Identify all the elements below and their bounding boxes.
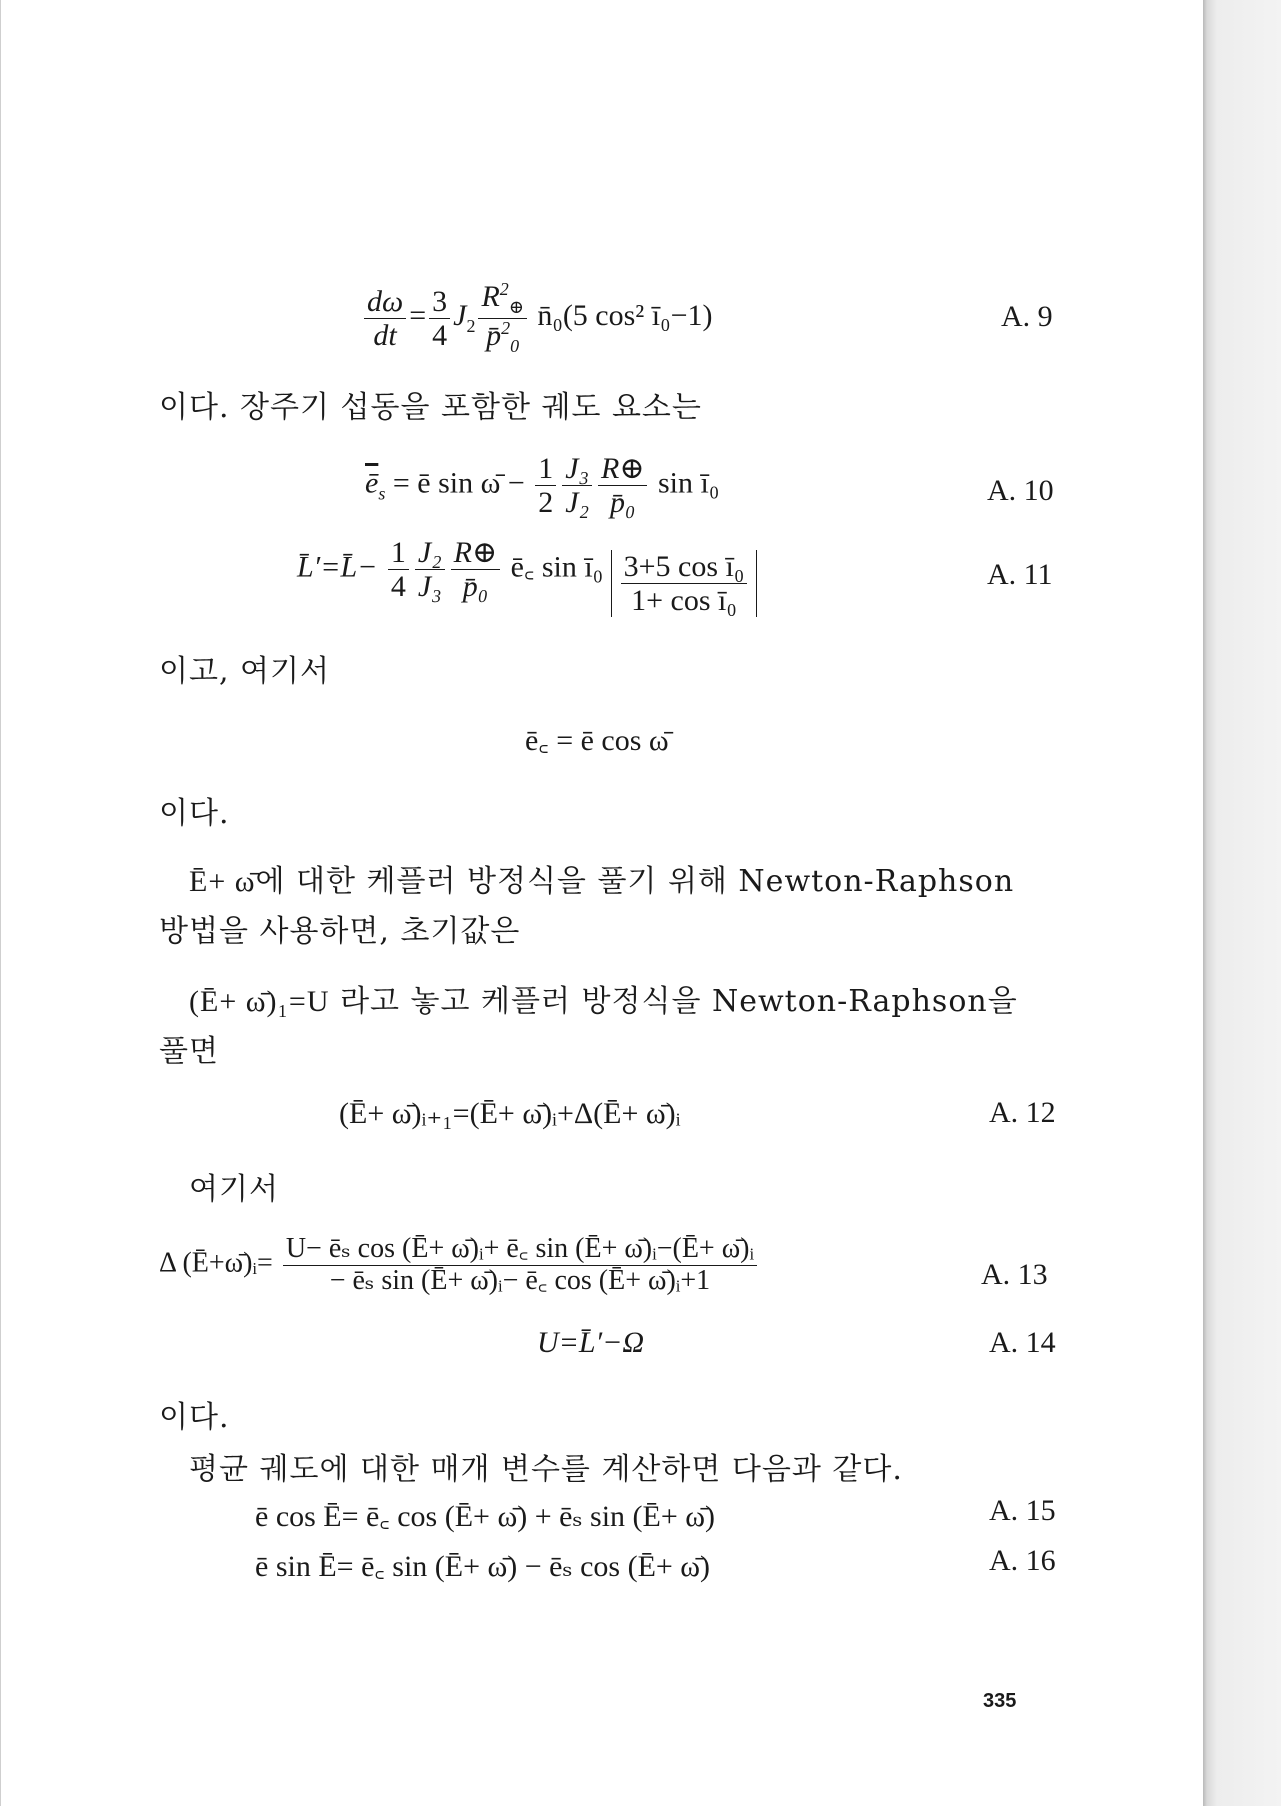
frac-denominator: dt xyxy=(373,318,397,352)
frac-numerator: J₂ xyxy=(415,536,445,570)
frac-denominator: 4 xyxy=(390,570,406,603)
equation-label-a11: A. 11 xyxy=(987,558,1053,591)
frac-dw-dt xyxy=(364,285,406,352)
frac-denominator: J₃ xyxy=(417,570,442,603)
r-symbol: R xyxy=(481,280,500,313)
frac-r-over-p xyxy=(478,280,526,357)
frac-three-quarters xyxy=(429,285,450,352)
paragraph-4-line-2: 방법을 사용하면, 초기값은 xyxy=(159,914,521,949)
equation-a9: $\frac{d\omega}{dt}$ = $\frac{3}{4}$ $J_2$ $\frac{R^2_\oplus}{p̄^2_0}$ n̄₀(5 cos² ī₀−1) xyxy=(361,280,713,357)
inline-math: (Ē+ ω̄)₁=U xyxy=(189,985,330,1018)
frac-numerator: R⊕ xyxy=(598,452,647,486)
equation-ec-definition: ē꜀ = ē cos ω̄ xyxy=(525,724,669,757)
frac-cos-ratio xyxy=(621,550,748,617)
equation-a10 xyxy=(365,452,719,519)
paragraph-5-line-2: 풀면 xyxy=(159,1034,219,1069)
equation-a16: ē sin Ē= ē꜀ sin (Ē+ ω̄) − ēₛ cos (Ē+ ω̄) xyxy=(255,1550,711,1583)
frac-denominator: p̄₀ xyxy=(462,570,489,603)
paragraph-text: 라고 놓고 케플러 방정식을 Newton-Raphson을 xyxy=(340,984,1018,1019)
paragraph-6: 여기서 xyxy=(189,1172,279,1207)
equation-a13-lhs: Δ (Ē+ω̄)ᵢ= xyxy=(159,1247,273,1279)
paragraph-text: 에 대한 케플러 방정식을 풀기 위해 Newton-Raphson xyxy=(255,864,1015,899)
page-gutter-shadow xyxy=(1203,0,1281,1806)
frac-numerator: 1 xyxy=(535,452,556,486)
equation-label-a10: A. 10 xyxy=(987,474,1054,507)
equation-a11-lhs: L̄′=L̄− xyxy=(297,550,378,584)
frac-numerator: dω xyxy=(364,285,406,319)
page-number: 335 xyxy=(983,1690,1017,1712)
equation-label-a13: A. 13 xyxy=(981,1258,1048,1291)
equation-a12: (Ē+ ω̄)ᵢ₊₁=(Ē+ ω̄)ᵢ+Δ(Ē+ ω̄)ᵢ xyxy=(339,1097,681,1130)
paragraph-3: 이다. xyxy=(159,796,230,831)
equation-label-a12: A. 12 xyxy=(989,1096,1056,1129)
earth-symbol: ⊕ xyxy=(508,297,524,317)
e-subscript: s xyxy=(378,483,386,504)
frac-numerator: U− ēₛ cos (Ē+ ω̄)ᵢ+ ē꜀ sin (Ē+ ω̄)ᵢ−(Ē+ ω̄)ᵢ xyxy=(283,1234,757,1266)
p-symbol: p̄ xyxy=(486,318,502,352)
frac-denominator: 1+ cos ī₀ xyxy=(631,584,737,618)
frac-numerator: 3 xyxy=(429,285,450,319)
equation-a14: U=L̄′−Ω xyxy=(537,1326,645,1359)
frac-numerator: J₃ xyxy=(562,452,592,486)
frac-numerator: 1 xyxy=(388,536,409,570)
r-exponent: 2 xyxy=(499,279,509,299)
equation-label-a16: A. 16 xyxy=(989,1544,1056,1577)
equation-a9-tail: n̄₀(5 cos² ī₀−1) xyxy=(537,299,713,333)
equation-label-a9: A. 9 xyxy=(1001,300,1053,333)
equation-a13 xyxy=(159,1234,760,1297)
equation-a15: ē cos Ē= ē꜀ cos (Ē+ ω̄) + ēₛ sin (Ē+ ω̄) xyxy=(255,1500,716,1533)
frac-denominator: J₂ xyxy=(565,486,590,519)
equation-label-a15: A. 15 xyxy=(989,1494,1056,1527)
paragraph-2: 이고, 여기서 xyxy=(159,654,330,689)
frac-newton-raphson xyxy=(283,1234,757,1297)
equation-a10-tail: sin ī₀ xyxy=(657,466,720,500)
equation-a11-mid: ē꜀ sin ī₀ xyxy=(510,550,604,584)
e-bar-symbol: $\overline{ē}$ xyxy=(365,466,379,500)
paragraph-7: 이다. xyxy=(159,1400,230,1435)
frac-numerator: 3+5 cos ī₀ xyxy=(621,550,748,584)
p-exponent: 2 xyxy=(501,317,511,338)
equation-a10-mid: = ē sin ω̄ − xyxy=(392,466,525,500)
frac-numerator xyxy=(478,280,526,319)
frac-denominator: 4 xyxy=(432,318,448,352)
frac-denominator xyxy=(483,319,522,357)
equation-label-a14: A. 14 xyxy=(989,1326,1056,1359)
frac-one-half xyxy=(535,452,556,519)
paragraph-4-line-1 xyxy=(189,856,1014,900)
bracket-expression xyxy=(611,550,758,617)
paragraph-1: 이다. 장주기 섭동을 포함한 궤도 요소는 xyxy=(159,390,702,425)
frac-numerator: R⊕ xyxy=(451,536,500,570)
frac-denominator: 2 xyxy=(538,486,554,519)
frac-denominator: − ēₛ sin (Ē+ ω̄)ᵢ− ē꜀ cos (Ē+ ω̄)ᵢ+1 xyxy=(329,1264,711,1296)
frac-r-p0 xyxy=(451,536,500,603)
equation-a11 xyxy=(297,536,757,617)
paragraph-8: 평균 궤도에 대한 매개 변수를 계산하면 다음과 같다. xyxy=(189,1452,903,1487)
paragraph-5-line-1 xyxy=(189,976,1018,1020)
frac-denominator: p̄₀ xyxy=(610,486,636,519)
frac-one-quarter xyxy=(388,536,409,603)
frac-j2-j3 xyxy=(415,536,445,603)
frac-j3-j2 xyxy=(562,452,592,519)
inline-math: Ē+ ω̄ xyxy=(189,865,256,898)
frac-r-p0 xyxy=(598,452,647,519)
p-subscript: 0 xyxy=(510,335,520,356)
